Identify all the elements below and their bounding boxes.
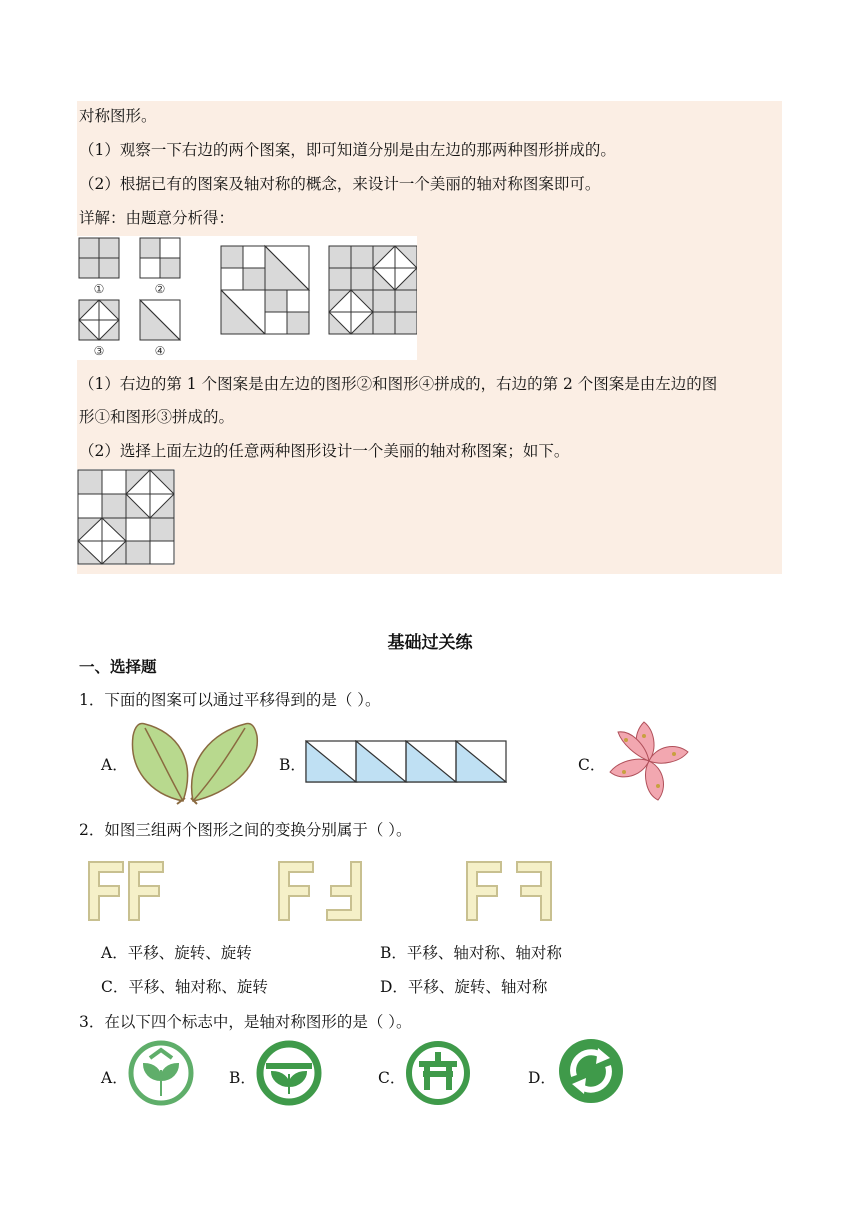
recycle-arrows-icon [556,1036,626,1106]
answer-1-line-b: 形①和图形③拼成的。 [79,408,235,426]
letter-f-2b [327,862,361,920]
section-title: 基础过关练 [387,633,473,653]
tile-label-4: ④ [154,344,166,358]
letter-f-1a [89,862,123,920]
leaf-icon [125,718,265,806]
q2-option-c: C．平移、轴对称、旋转 [101,978,268,996]
section-heading: 一、选择题 [79,658,157,676]
q2-option-a: A．平移、旋转、旋转 [101,944,252,962]
letter-f-3a [467,862,501,920]
answer-2: （2）选择上面左边的任意两种图形设计一个美丽的轴对称图案；如下。 [79,442,570,460]
tiles-figure [77,236,417,360]
letter-f-2a [279,862,313,920]
q3-option-d-label: D． [528,1069,556,1087]
question-2-stem: 2．如图三组两个图形之间的变换分别属于（ ）。 [79,821,412,839]
tiles-figure-svg [77,236,417,360]
logo-c-icon [405,1040,471,1106]
q1-option-c-label: C． [578,756,606,774]
tile-3 [79,300,119,340]
q3-option-c-label: C． [378,1069,406,1087]
tile-label-3: ③ [93,344,105,358]
answer-1-line-a: （1）右边的第 1 个图案是由左边的图形②和图形④拼成的，右边的第 2 个图案是由左边的图 [79,375,718,393]
q2-option-d: D．平移、旋转、轴对称 [380,978,548,996]
letter-f-3b [517,862,551,920]
logo-b-icon [256,1040,322,1106]
tile-2 [140,238,180,278]
q1-option-a-label: A． [101,756,128,774]
designed-pattern-svg [77,469,175,565]
solution-detail: 详解：由题意分析得： [79,209,235,227]
logo-a-icon [128,1040,194,1106]
tile-4 [140,300,180,340]
tile-label-2: ② [154,282,166,296]
pattern-1 [221,246,309,334]
tile-1 [79,238,119,278]
solution-step-2: （2）根据已有的图案及轴对称的概念，来设计一个美丽的轴对称图案即可。 [79,175,601,193]
pattern-2 [329,246,417,334]
q3-option-b-label: B． [229,1069,256,1087]
tile-label-1: ① [93,282,105,296]
q2-option-b: B．平移、轴对称、轴对称 [380,944,562,962]
designed-pattern [77,469,175,565]
bauhinia-flower-icon [604,716,694,806]
solution-step-1: （1）观察一下右边的两个图案，即可知道分别是由左边的那两种图形拼成的。 [79,141,616,159]
question-1-stem: 1．下面的图案可以通过平移得到的是（ ）。 [79,691,381,709]
q3-option-a-label: A． [101,1069,128,1087]
solution-intro: 对称图形。 [79,107,157,125]
q1-option-b-label: B． [279,756,306,774]
question-3-stem: 3．在以下四个标志中，是轴对称图形的是（ ）。 [79,1013,412,1031]
triangles-strip-icon [305,740,507,783]
f-letters-figure [87,860,557,922]
letter-f-1b [129,862,163,920]
